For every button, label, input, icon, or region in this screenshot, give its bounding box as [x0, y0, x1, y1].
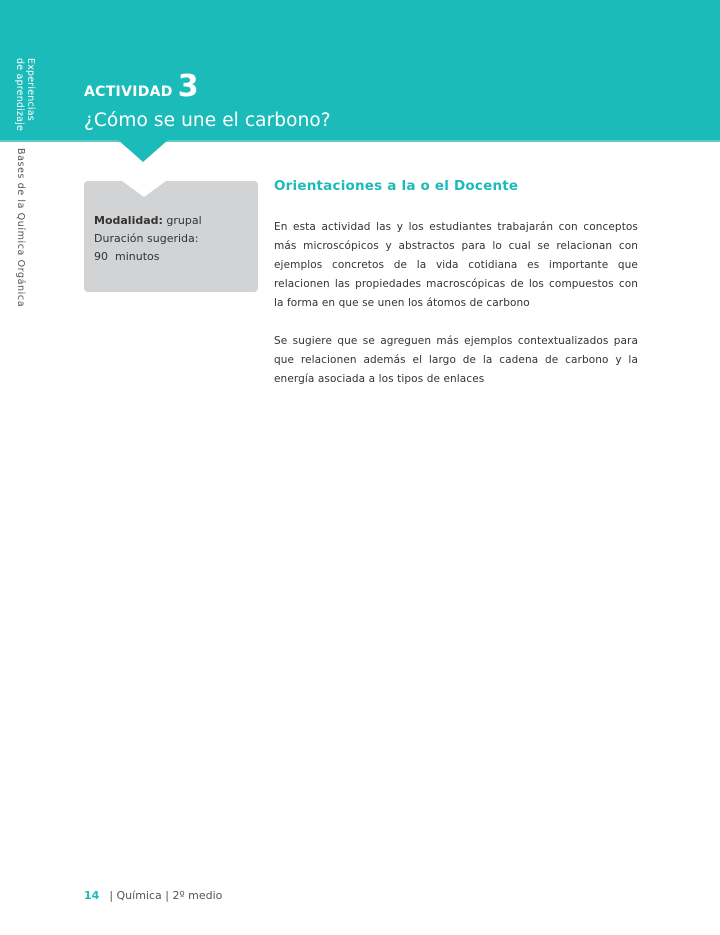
info-box-text — [94, 212, 202, 266]
paragraph-2: Se sugiere que se agreguen más ejemplos contextualizados para que relacionen además el largo de la cadena de carbono y la energía asociada a los tipos de enlaces — [274, 335, 638, 385]
page-number: 14 — [84, 889, 100, 902]
side-label-line-2: de aprendizaje — [14, 58, 25, 132]
paragraph-1: En esta actividad las y los estudiantes trabajarán con conceptos más microscópicos y abstractos para lo cual se relacionan con ejemplos concretos de la vida cotidiana es importante que relacionen las propiedades macroscópicas de los compuestos con la forma en que se unen los átomos de carbono — [274, 221, 638, 309]
modality-value: grupal — [166, 214, 202, 227]
activity-title: ¿Cómo se une el carbono? — [84, 110, 331, 131]
footer — [84, 889, 222, 902]
duration-label: Duración sugerida: — [94, 232, 199, 245]
duration-value: 90 minutos — [94, 250, 160, 263]
section-title: Orientaciones a la o el Docente — [274, 178, 519, 194]
unit-side-label: Bases de la Química Orgánica — [15, 148, 26, 308]
activity-label-text: ACTIVIDAD — [84, 84, 173, 100]
activity-label — [84, 69, 199, 104]
modality-label: Modalidad: — [94, 214, 163, 227]
footer-subject: | Química | 2º medio — [109, 889, 223, 902]
activity-number: 3 — [177, 69, 199, 104]
info-box-notch — [122, 181, 166, 197]
side-label-line-1: Experiencias — [25, 58, 36, 121]
section-side-label — [14, 58, 36, 131]
header-notch — [118, 140, 168, 162]
